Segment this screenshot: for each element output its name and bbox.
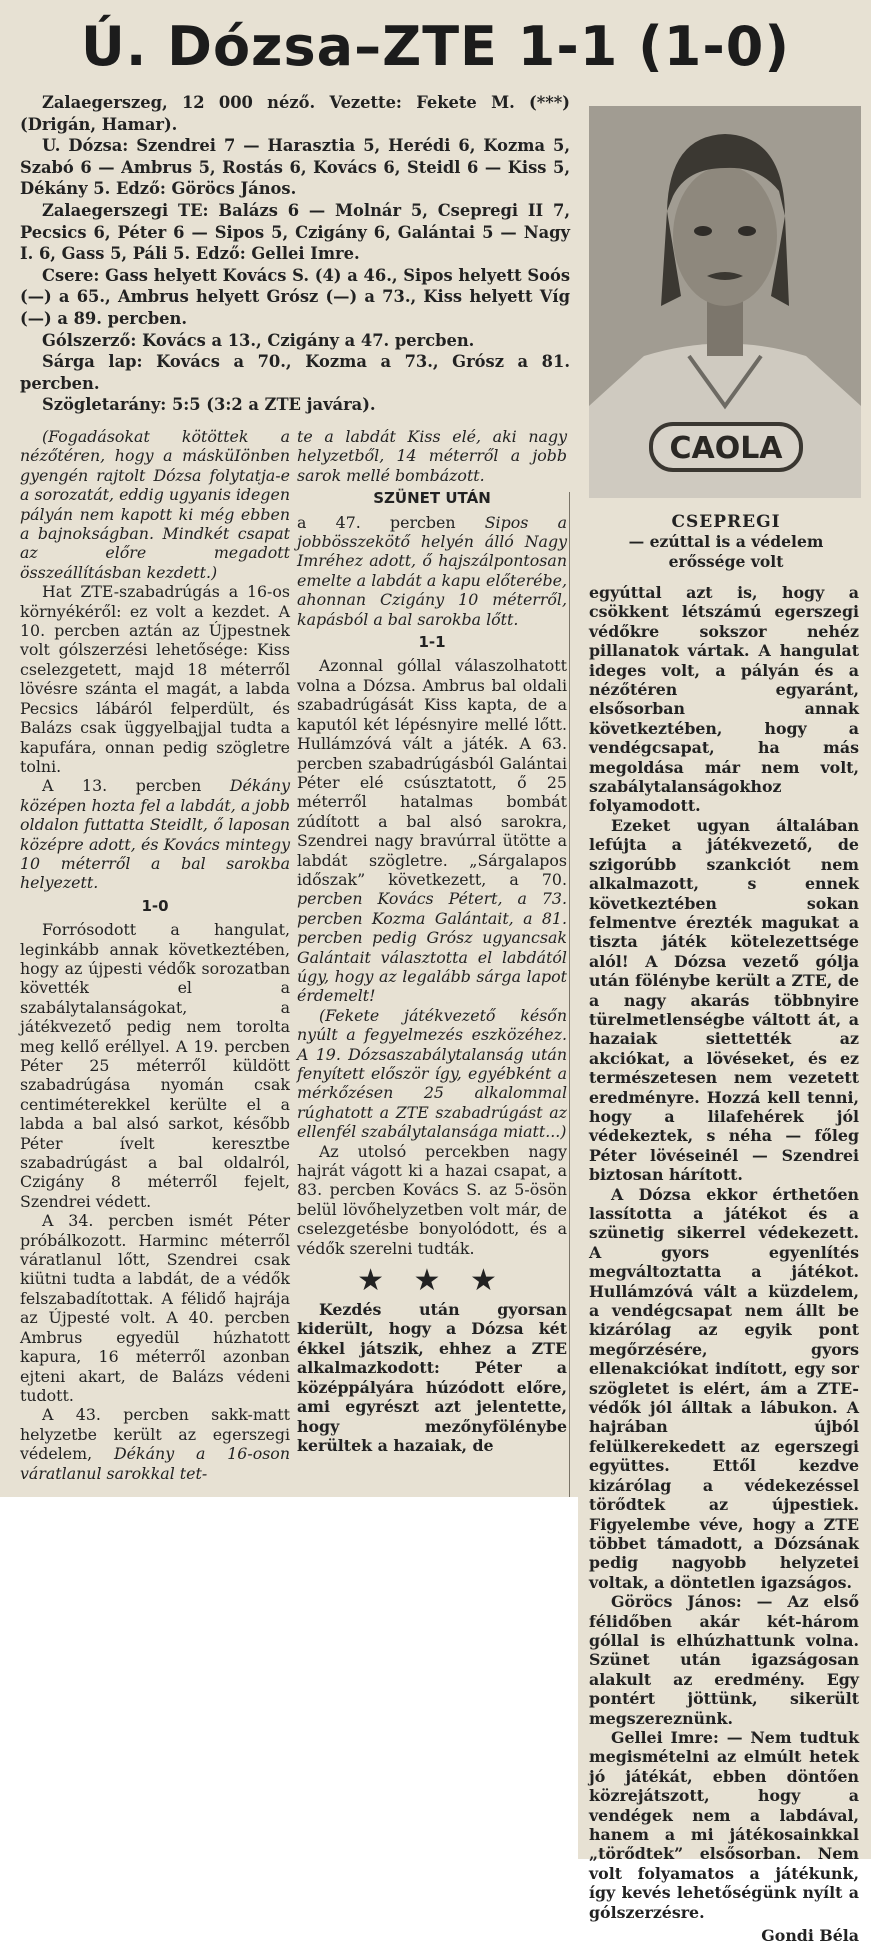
author-signature: Gondi Béla [761, 1926, 859, 1945]
paragraph: Forrósodott a hangulat, leginkább annak következtében, hogy az újpesti védők sorozatban követték el a szabálytalanságokat, a játékvezető pedig nem torolta meg kellő eréllyel. A 19. percben Péter 25 méterről küldött szabadrúgása nyomán csak centiméterekkel kerülte el a labda a bal alsó sarkot, később Péter ívelt keresztbe szabadrúgást a bal oldalról, Czigány 8 méterről fejelt, Szendrei védett. [20, 920, 290, 1211]
paragraph: Ezeket ugyan általában lefújta a játékvezető, de szigorúbb szankciót nem alkalmazott, s ennek következtében sokan felmentve érezték magukat a tiszta játék kötelezettsége alól! A Dózsa vezető gólja után fölénybe került a ZTE, de a nagy akarás többnyire türelmetlenségbe váltott át, a hazaiak siettették az akciókat, a lövéseket, és ez természetesen nem vezetett eredményre. Hozzá kell tenni, hogy a lilafehérek jól védekeztek, s néha — főleg Péter lövéseinél — Szendrei biztosan hárított. [589, 815, 859, 1185]
column-2 [297, 427, 567, 1455]
quote-speaker: Gellei Imre: [611, 1727, 719, 1747]
shirt-sponsor-text: CAOLA [669, 431, 783, 466]
zte-lineup: Zalaegerszegi TE: Balázs 6 — Molnár 5, Csepregi II 7, Pecsics 6, Péter 6 — Sipos 5, Czigány 6, Galántai 5 — Nagy I. 6, Gass 5, Páli 5. Edző: Gellei Imre. [20, 200, 570, 264]
paragraph-continued: te a labdát Kiss elé, aki nagy helyzetből, 14 méterről a jobb sarok mellé bombázott. [297, 427, 567, 485]
paragraph: Hat ZTE-szabadrúgás a 16-os környékéről: ez volt a kezdet. A 10. percben aztán az Újpestnek volt gólszerzési lehetősége: Kiss cselezgetett, majd 18 méterről lövésre szánta el magát, a labda Pecsics lábáról felperdült, és Balázs csak üggyelbajjal tudta a kapufára, onnan pedig szögletre tolni. [20, 582, 290, 776]
player-photo [589, 106, 861, 498]
column-3 [589, 583, 859, 1945]
paragraph-italic: percben Kovács Pétert, a 73. percben Kozma Galántait, a 81. percben pedig Grósz ugyancsak Galántait választotta el labdától úgy, hogy az legalább sárga lapot érdemelt! [297, 889, 567, 1006]
player-photo-drawing [589, 106, 861, 498]
paragraph: Az utolsó percekben nagy hajrát vágott ki a hazai csapat, a 83. percben Kovács S. az 5-ösön belül lövőhelyzetben volt már, de cselezgetésbe bonyolódott, és a védők szerelni tudták. [297, 1141, 567, 1258]
substitutions: Csere: Gass helyett Kovács S. (4) a 46., Sipos helyett Soós (—) a 65., Ambrus helyett Grósz (—) a 73., Kiss helyett Víg (—) a 89. percben. [20, 265, 570, 328]
match-details [20, 92, 570, 416]
paragraph-lead: A 13. percben [42, 776, 202, 796]
intro-paragraph: (Fogadásokat kötöttek a nézőtéren, hogy a másküIönben gyengén rajtolt Dózsa folytatja-e a sorozatát, eddig ugyanis idegen pályán nem kapott ki még ebben a bajnokságban. Mindkét csapat az előre megadott összeállításban kezdett.) [20, 427, 290, 582]
quote-speaker: Göröcs János: [611, 1592, 742, 1612]
paragraph: A Dózsa ekkor érthetően lassította a játékot és a szünetig sikerrel védekezett. A gyors egyenlítés megváltoztatta a játékot. Hullámzóvá vált a küzdelem, a vendégcsapat nem állt be kizárólag az egyik pont megőrzésére, gyors ellenakciókat indított, egy sor szögletet is elért, ám a ZTE-védők jól álltak a lábukon. A hajrában újból felülkerekedett az egerszegi együttes. Ettől kezdve kizárólag a védekezéssel törődtek az újpestiek. Figyelembe véve, hogy a ZTE többet támadott, a Dózsának pedig nagyobb helyzetei voltak, a döntetlen igazságos. [589, 1184, 859, 1592]
paragraph-italic: Dékány a 16-oson váratlanul sarokkal tet- [20, 1444, 290, 1483]
column-1 [20, 427, 290, 1483]
corner-ratio: Szögletarány: 5:5 (3:2 a ZTE javára). [42, 395, 376, 415]
score-subhead: 1-0 [141, 896, 169, 915]
quote-text: — Az első félidőben akár két-három góllal is elhúzhattunk volna. Szünet után igazságosan alakult az eredmény. Egy pontért jöttünk, sikerült megszereznünk. [589, 1592, 859, 1728]
paragraph-italic: Dékány középen hozta fel a labdát, a jobb oldalon futtatta Steidlt, ő laposan középre adott, és Kovács mintegy 10 méterről a bal sarokba helyezett. [20, 776, 290, 893]
referee-note: (Fekete játékvezető későn nyúlt a fegyelmezés eszközéhez. A 19. Dózsaszabálytalanság után fenyített először így, egyébként a mérkőzésen 25 alkalommal rúghatott a ZTE szabadrúgást az ellenfél szabálytalansága miatt...) [297, 1005, 567, 1142]
score-subhead: 1-1 [418, 633, 446, 652]
paragraph-lead: A 43. percben sakk-matt helyzetbe került az egerszegi védelem, [20, 1405, 290, 1464]
dozsa-lineup: U. Dózsa: Szendrei 7 — Harasztia 5, Herédi 6, Kozma 5, Szabó 6 — Ambrus 5, Rostás 6, Kovács 6, Steidl 6 — Kiss 5, Dékány 5. Edző: Göröcs János. [20, 136, 570, 199]
paragraph-italic: Sipos a jobbösszekötő helyén álló Nagy Imréhez adott, ő hajszálpontosan emelte a labdát a kapu előterébe, ahonnan Czigány 10 méterről, kapásból a bal sarokba lőtt. [297, 512, 567, 629]
analysis-paragraph: Kezdés után gyorsan kiderült, hogy a Dózsa két ékkel játszik, ehhez a ZTE alkalmazkodott: Péter a középpályára húzódott előre, ami egyrészt azt jelentette, hogy mezőnyfölénybe kerültek a hazaiak, de [297, 1300, 567, 1455]
column-divider [569, 492, 570, 1497]
section-stars: ★ ★ ★ [357, 1263, 507, 1299]
paragraph: A 34. percben ismét Péter próbálkozott. Harminc méterről váratlanul lőtt, Szendrei csak kiütni tudta a labdát, de a védők felszabadítottak. A félidő hajrája az Újpesté volt. A 40. percben Ambrus egyedül húzhatott kapura, 16 méterről azonban ejteni akart, de Balázs védeni tudott. [20, 1211, 290, 1405]
goalscorers: Gólszerző: Kovács a 13., Czigány a 47. percben. [42, 330, 475, 350]
headline: Ú. Dózsa–ZTE 1-1 (1-0) [80, 15, 791, 78]
paragraph-continued: egyúttal azt is, hogy a csökkent létszámú egerszegi védőkre sokszor nehéz pillanatok vártak. A hangulat ideges volt, a pályán és a nézőtéren egyaránt, elsősorban annak következtében, hogy a vendégcsapat, ha más megoldása már nem volt, szabálytalanságokhoz folyamodott. [589, 583, 859, 816]
paragraph: Azonnal góllal válaszolhatott volna a Dózsa. Ambrus bal oldali szabadrúgását Kiss kapta, de a kaputól két lépésnyire mellé lőtt. Hullámzóvá vált a játék. A 63. percben szabadrúgásból Galántai Péter elé csúsztatott, ő 25 méterről hatalmas bombát zúdított a bal alsó sarokra, Szendrei nagy bravúrral ütötte a labdát szögletre. „Sárgalapos időszak” következett, a 70. [297, 656, 567, 889]
caption-text: — ezúttal is a védelem erőssége volt [628, 532, 824, 571]
quote-text: — Nem tudtuk megismételni az elmúlt hetek jó játékát, ebben döntően közrejátszott, hogy a vendégek nem a labdával, hanem a mi játékosainkkal „törődtek” elsősorban. Nem volt folyamatos a játékunk, így kevés lehetőségünk nyílt a gólszerzésre. [589, 1727, 860, 1922]
photo-caption [588, 512, 864, 572]
halftime-subhead: SZÜNET UTÁN [373, 489, 491, 508]
paragraph-lead: a 47. percben [297, 512, 456, 532]
venue-line: Zalaegerszeg, 12 000 néző. Vezette: Fekete M. (***) (Drigán, Hamar). [20, 93, 570, 134]
caption-name: CSEPREGI [671, 512, 781, 532]
yellow-cards: Sárga lap: Kovács a 70., Kozma a 73., Grósz a 81. percben. [20, 352, 570, 393]
